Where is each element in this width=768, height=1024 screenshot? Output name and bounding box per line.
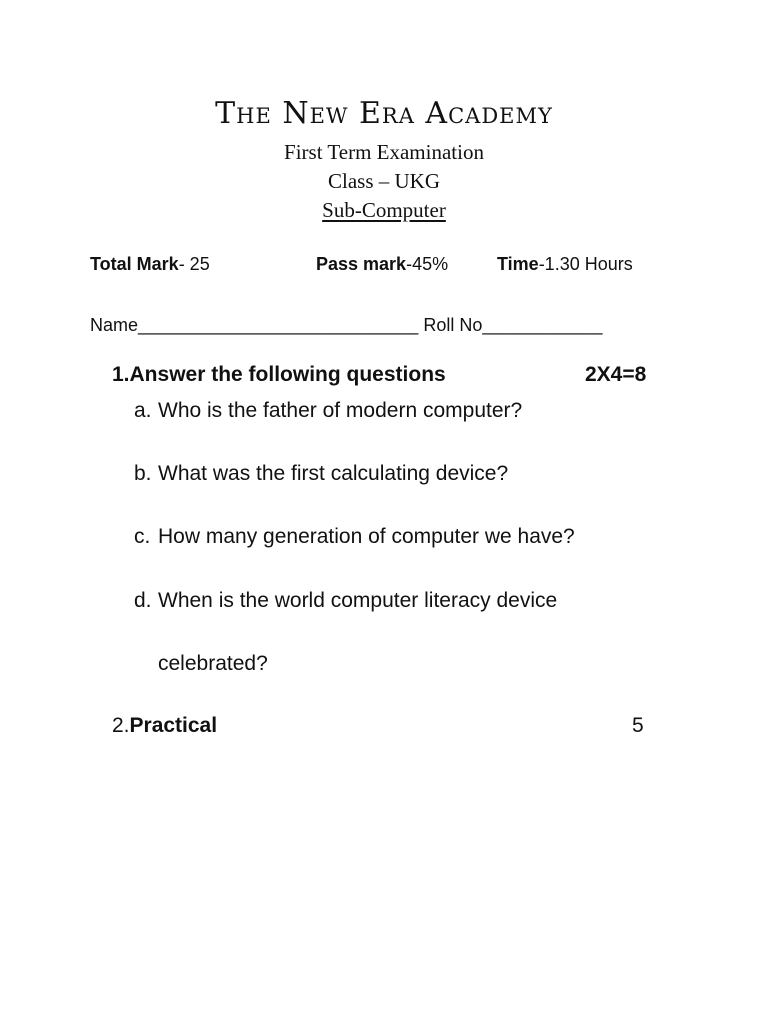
name-roll-line: Name____________________________ Roll No____________ [90,315,603,335]
question-2-heading [112,714,217,738]
question-1-heading [112,363,446,387]
question-2-number: 2. [112,714,130,737]
time-label: Time [497,254,539,274]
sub-question-text: What was the first calculating device? [158,462,509,485]
marks-row [0,254,768,280]
sub-question-d-continuation: celebrated? [158,652,268,675]
question-1-number: 1. [112,363,130,386]
pass-mark [316,254,448,275]
sub-question-text: Who is the father of modern computer? [158,399,523,422]
school-name: The New Era Academy [215,96,553,131]
sub-question-letter: a. [134,399,152,422]
question-2-title: Practical [129,714,218,737]
sub-question-b [134,462,508,486]
sub-question-d [134,589,557,613]
pass-mark-value: -45% [406,254,449,274]
time-allowed [497,254,633,275]
pass-mark-label: Pass mark [316,254,407,274]
question-2-marks: 5 [632,714,644,737]
subject-line: Sub-Computer [322,198,446,222]
total-mark [90,254,210,275]
sub-question-letter: b. [134,462,152,485]
question-1-title: Answer the following questions [129,363,446,386]
sub-question-letter: d. [134,589,152,612]
sub-question-text: When is the world computer literacy device [158,589,558,612]
sub-question-text: How many generation of computer we have? [158,525,575,548]
sub-question-letter: c. [134,525,151,548]
sub-question-c [134,525,575,549]
time-value: -1.30 Hours [538,254,633,274]
total-mark-value: - 25 [178,254,210,274]
exam-title: First Term Examination [284,140,484,164]
sub-question-a [134,399,522,423]
question-1-marks: 2X4=8 [585,363,647,386]
class-line: Class – UKG [327,169,440,193]
total-mark-label: Total Mark [90,254,179,274]
